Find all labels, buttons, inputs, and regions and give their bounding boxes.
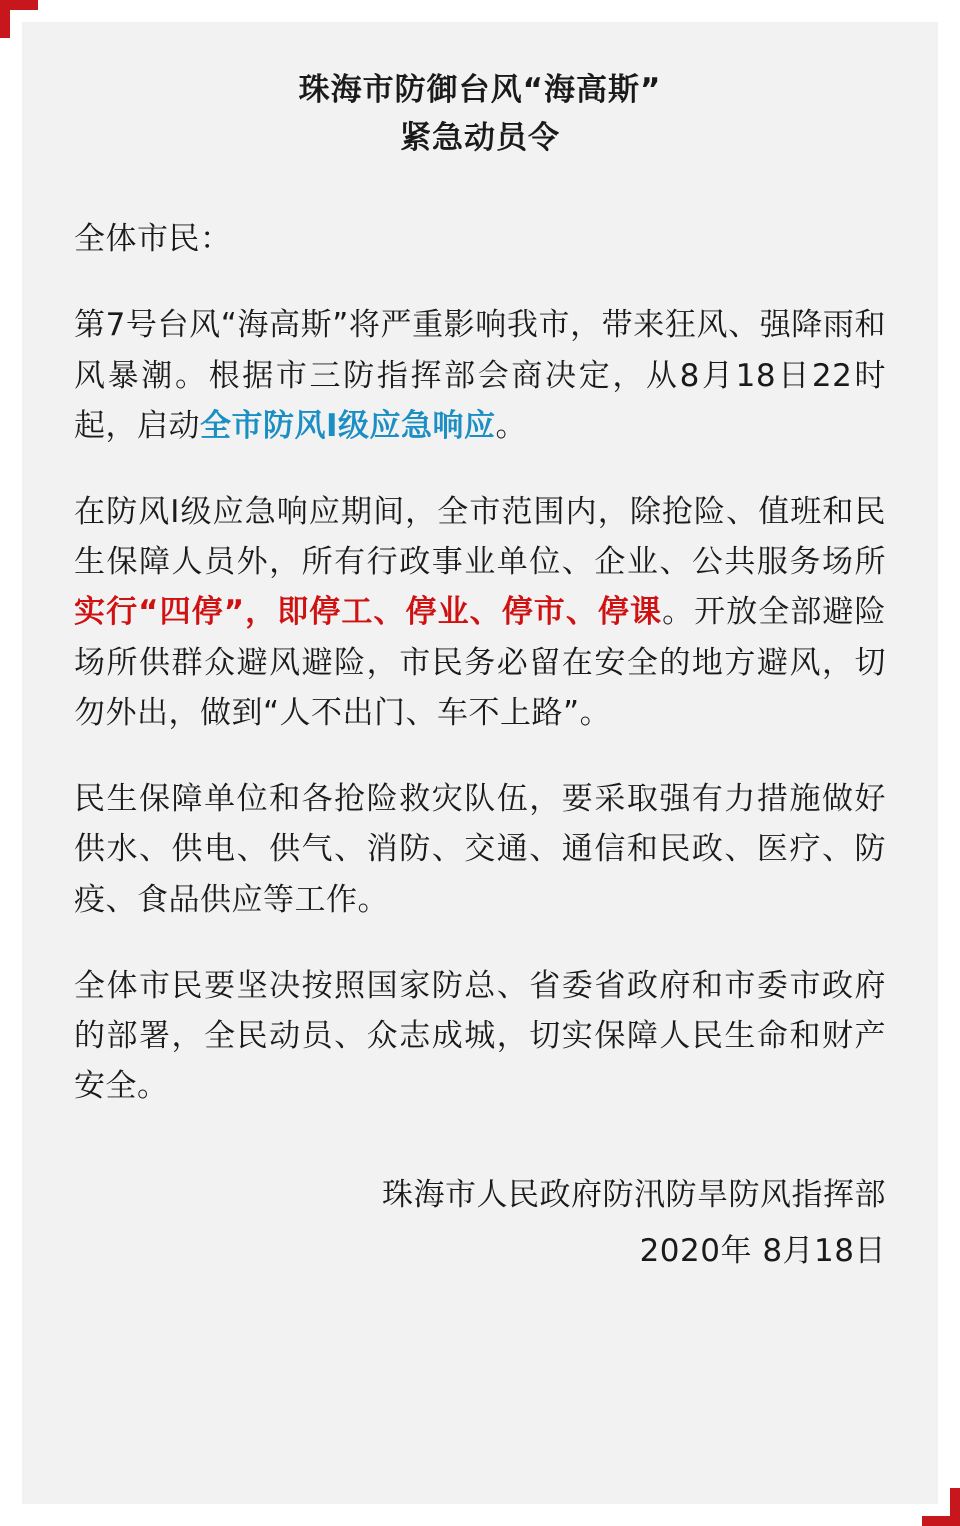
page-title (74, 66, 886, 162)
document-sheet (22, 22, 938, 1504)
title-line-2: 紧急动员令 (400, 120, 560, 157)
salutation: 全体市民： (74, 221, 232, 258)
corner-mark-bottom-right-vertical (950, 1488, 960, 1526)
paragraph-1-highlight-blue: 全市防风I级应急响应 (200, 407, 496, 444)
signature-block (74, 1171, 886, 1276)
paragraph-1 (74, 300, 886, 451)
corner-mark-top-left-vertical (0, 0, 10, 38)
paragraph-1-part-2: 。 (495, 407, 528, 444)
paragraph-2-part-2: 。开放全部避险场所供群众避风避险，市民务必留在安全的地方避风，切勿外出，做到“人不出门、车不上路”。 (74, 594, 886, 731)
paragraph-2-highlight-red: 实行“四停”，即停工、停业、停市、停课 (74, 594, 663, 631)
signature-date: 2020年 8月18日 (639, 1232, 886, 1269)
title-line-1: 珠海市防御台风“海高斯” (298, 72, 662, 108)
paragraph-2-part-1: 在防风I级应急响应期间，全市范围内，除抢险、值班和民生保障人员外，所有行政事业单位、企业、公共服务场所 (74, 493, 886, 581)
signer-name: 珠海市人民政府防汛防旱防风指挥部 (382, 1177, 886, 1214)
paragraph-4: 全体市民要坚决按照国家防总、省委省政府和市委市政府的部署，全民动员、众志成城，切实保障人民生命和财产安全。 (74, 967, 886, 1105)
paragraph-1-part-1: 第7号台风“海高斯”将严重影响我市，带来狂风、强降雨和风暴潮。根据市三防指挥部会商决定，从8月18日22时起，启动 (74, 307, 886, 444)
paragraph-2 (74, 487, 886, 738)
paragraph-3: 民生保障单位和各抢险救灾队伍，要采取强有力措施做好供水、供电、供气、消防、交通、通信和民政、医疗、防疫、食品供应等工作。 (74, 781, 886, 918)
document-body (74, 214, 886, 1111)
